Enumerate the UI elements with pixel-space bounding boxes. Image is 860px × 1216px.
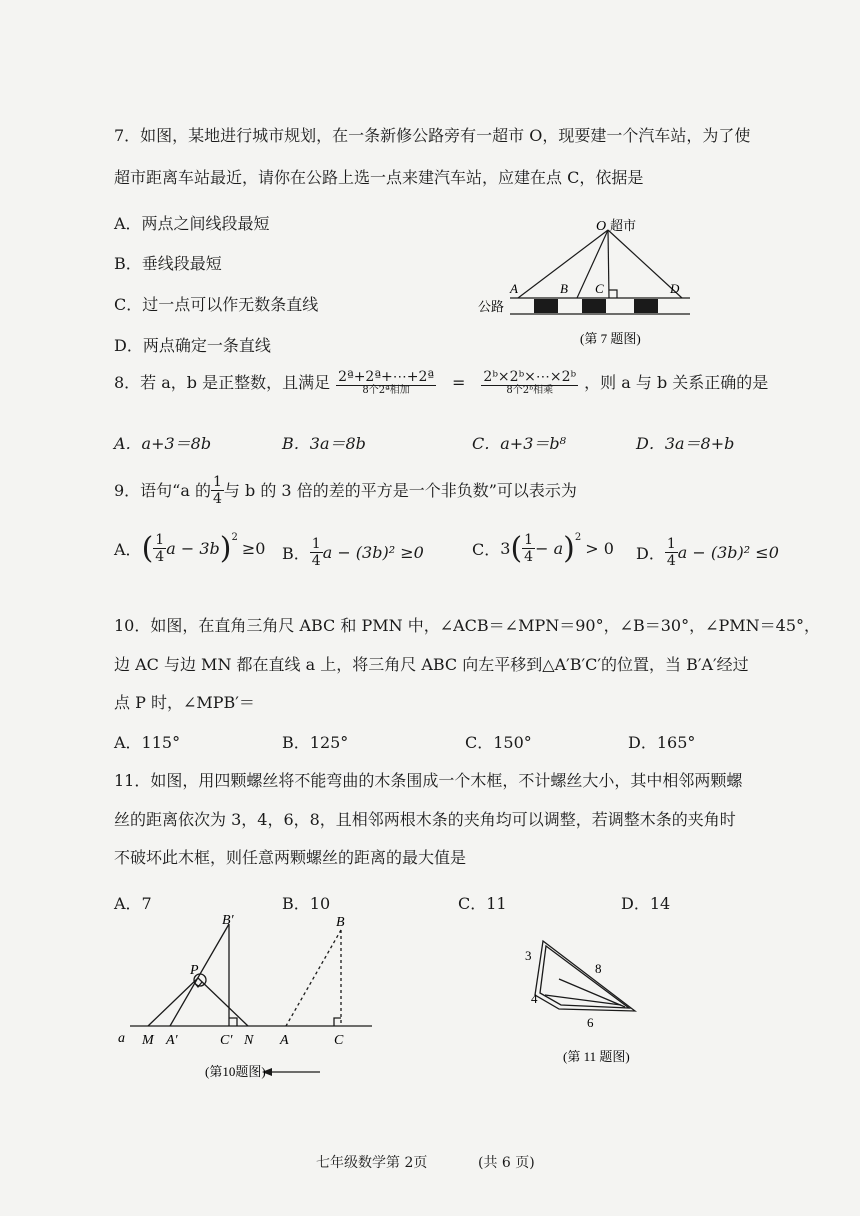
q8-option-a: A．a+3＝8b [114,434,212,453]
q10-label-b-prime: B′ [222,913,234,928]
q11-option-b: B．10 [282,894,331,913]
q11-option-d: D．14 [621,894,671,913]
q9-opt-c-coef: 3 [500,539,511,558]
q8-lhs-bottom: 8个2ª相加 [362,385,410,396]
footer-page-label: 七年级数学第 2页 [316,1155,428,1171]
q7-label-o: O [596,219,607,234]
q10-label-c-prime: C′ [220,1033,233,1048]
q7-label-d: D [670,281,680,296]
q10-option-c: C．150° [465,733,532,752]
q9-option-b [282,536,424,569]
q9-option-c: C． 3 ( $\frac{1}{4}$ − a ) $^2$ > 0 [472,530,614,566]
q9-opt-b-num: 1 [311,536,321,552]
q7-line1: 7．如图，某地进行城市规划，在一条新修公路旁有一超市 O，现要建一个汽车站，为了使 [114,126,751,145]
q9-opt-c-tail: − a [535,539,564,558]
q8-rhs [481,370,578,396]
q9-frac-num: 1 [213,474,222,490]
q7-option-a: A．两点之间线段最短 [114,214,270,233]
q9-opt-d-den: 4 [666,553,676,569]
q11-option-a: A．7 [114,894,152,913]
q10-label-m: M [142,1033,154,1048]
q7-option-c: C．过一点可以作无数条直线 [114,295,319,314]
q9-opt-c-sq: 2 [574,532,582,543]
q10-label-c: C [334,1033,344,1048]
q9-option-d [636,536,779,569]
q9-opt-a-num: 1 [155,532,165,548]
q7-label-road: 公路 [478,299,505,314]
q8-option-c: C．a+3＝b⁸ [472,434,567,453]
q10-label-p: P [190,963,199,978]
q7-option-b: B．垂线段最短 [114,254,222,273]
q9-opt-a-den: 4 [155,549,165,565]
q10-line2: 边 AC 与边 MN 都在直线 a 上，将三角尺 ABC 向左平移到△A′B′C′的位置，当 B′A′经过 [114,655,749,674]
q9-opt-b-tail: a − (3b)² ≥0 [322,543,424,562]
q10-label-a-line: a [118,1031,125,1046]
q10-caption: (第10题图) [205,1064,266,1079]
q9-suffix: 与 b 的 3 倍的差的平方是一个非负数”可以表示为 [223,480,577,500]
q9-opt-b-den: 4 [311,553,321,569]
q9-frac-den: 4 [213,491,222,507]
q7-option-d: D．两点确定一条直线 [114,336,271,355]
q9-opt-a-label: A． [114,540,142,559]
q11-option-c: C．11 [458,894,507,913]
q9-opt-d-label: D． [636,544,665,563]
q11-label-3: 3 [525,948,532,963]
q9-opt-c-den: 4 [524,549,534,565]
q8-rhs-bottom: 8个2ᵇ相乘 [506,385,554,396]
q10-option-d: D．165° [628,733,696,752]
q10-option-b: B．125° [282,733,349,752]
q7-label-b: B [560,281,568,296]
q7-label-c: C [595,281,604,296]
q11-label-6: 6 [587,1015,594,1030]
q9-stem [114,474,577,507]
q8-option-b: B．3a＝8b [282,434,366,453]
q10-label-b: B [336,915,345,930]
q10-line1: 10．如图，在直角三角尺 ABC 和 PMN 中，∠ACB＝∠MPN＝90°，∠B＝30°，∠PMN＝45°， [114,616,821,635]
q8-lhs [336,370,436,396]
q11-caption: (第 11 题图) [563,1049,630,1064]
q10-label-n: N [244,1033,254,1048]
q8-equals: = [452,373,466,392]
q11-line1: 11．如图，用四颗螺丝将不能弯曲的木条围成一个木框，不计螺丝大小，其中相邻两颗螺 [114,771,743,790]
q9-prefix: 9．语句“a 的 [114,480,211,500]
q7-label-market: 超市 [610,218,637,233]
q8-lhs-top: 2ª+2ª+⋯+2ª [338,369,435,385]
q11-figure [515,935,665,1065]
q9-opt-c-num: 1 [524,532,534,548]
q9-option-a: A． ( $\frac{1}{4}$ a − 3b ) $^2$ ≥0 [114,530,266,566]
q7-line2: 超市距离车站最近，请你在公路上选一点来建汽车站，应建在点 C，依据是 [114,168,644,187]
q7-label-a: A [510,281,518,296]
q8-rhs-top: 2ᵇ×2ᵇ×⋯×2ᵇ [483,369,577,385]
q9-opt-d-num: 1 [666,536,676,552]
q8-suffix: ，则 a 与 b 关系正确的是 [584,373,769,392]
q10-label-a-prime: A′ [166,1033,178,1048]
q7-figure [470,218,710,353]
footer-total-pages: (共 6 页) [478,1155,535,1171]
q9-fraction [211,474,224,507]
q10-figure [110,910,380,1085]
q9-opt-a-sq: 2 [231,532,238,543]
q9-opt-b-label: B． [282,544,310,563]
q8-stem [114,370,768,396]
q11-label-8: 8 [595,961,602,976]
q11-label-4: 4 [531,991,538,1006]
q9-opt-c-label: C． [472,540,501,559]
q8-option-d: D．3a＝8+b [636,434,735,453]
q10-option-a: A．115° [114,733,181,752]
q8-prefix: 8．若 a，b 是正整数，且满足 [114,373,331,392]
q9-opt-a-end: ≥0 [241,539,266,558]
q9-opt-a-tail: a − 3b [166,539,220,558]
q11-line3: 不破坏此木框，则任意两颗螺丝的距离的最大值是 [114,848,467,867]
q10-line3: 点 P 时，∠MPB′＝ [114,693,255,712]
q9-opt-c-end: > 0 [585,539,614,558]
q10-label-a: A [280,1033,289,1048]
q9-opt-d-tail: a − (3b)² ≤0 [677,543,779,562]
q7-caption: (第 7 题图) [580,331,641,346]
q11-line2: 丝的距离依次为 3，4，6，8，且相邻两根木条的夹角均可以调整，若调整木条的夹角时 [114,810,736,829]
